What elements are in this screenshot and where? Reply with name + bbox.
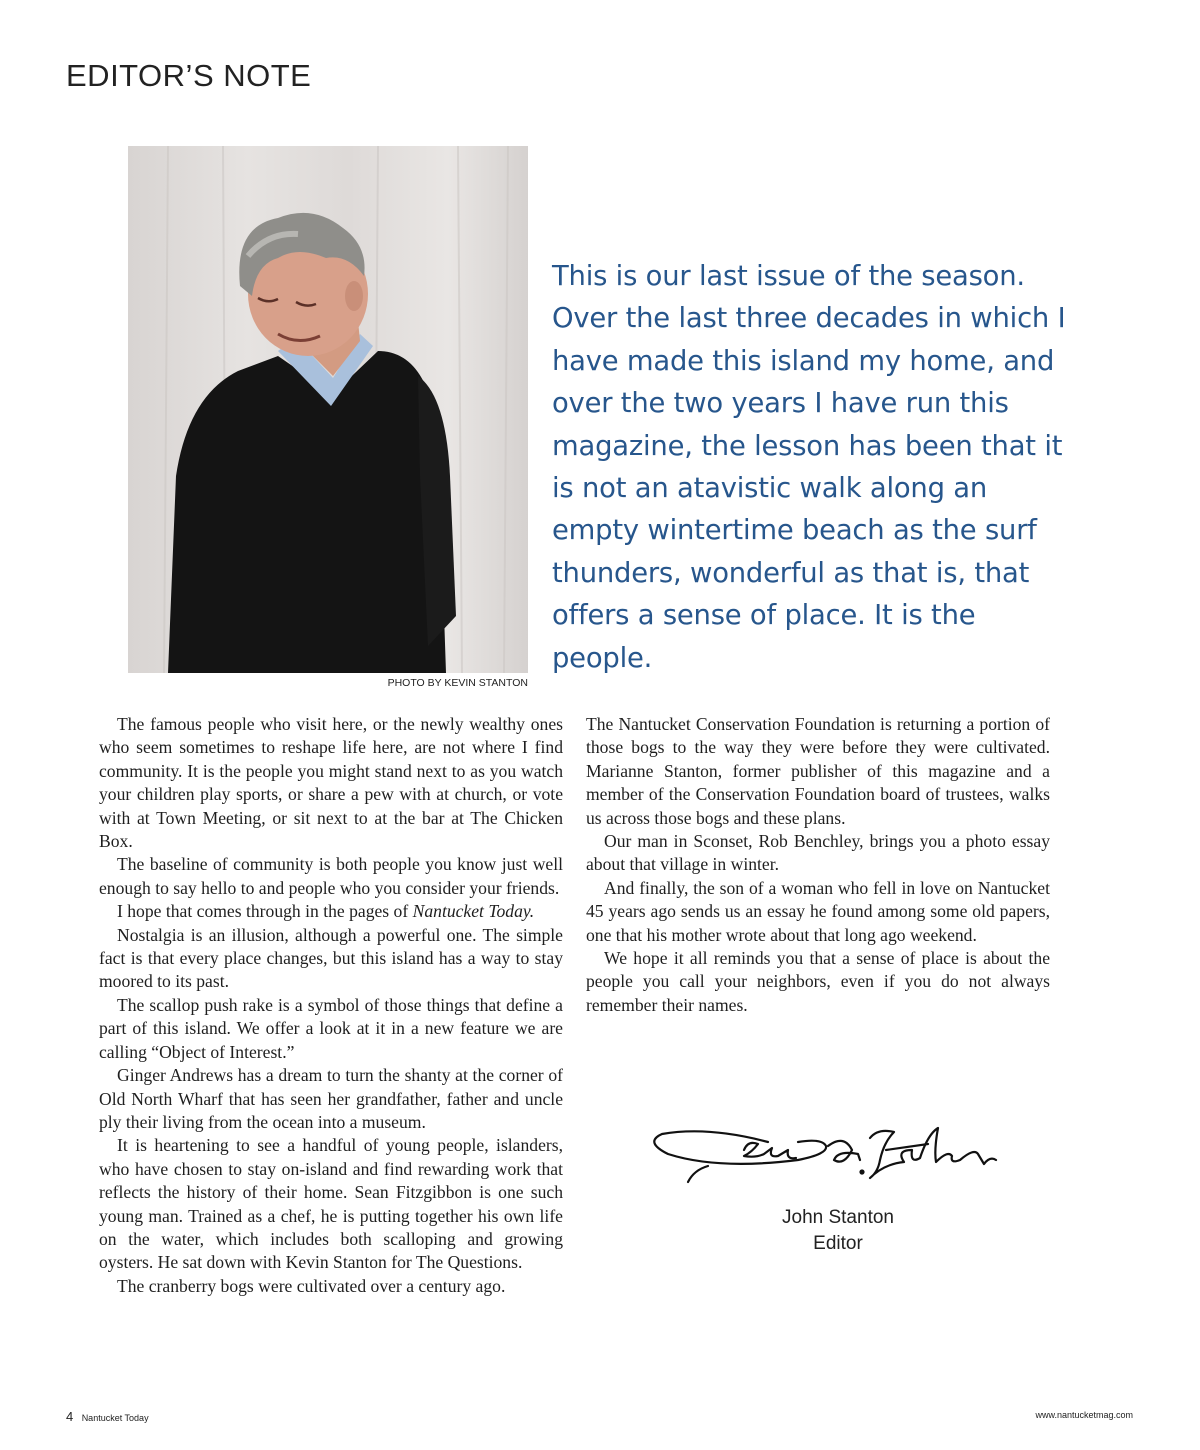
body-paragraph: It is heartening to see a handful of young people, islanders, who have chosen to stay on-island and find rewarding work that reflects the history of their home. Sean Fitzgibbon is one such young man. Trained as a chef, he is putting together his own life on the water, which includes both scalloping and growing oysters. He sat down with Kevin Stanton for The Questions. (99, 1135, 563, 1273)
body-paragraph: Ginger Andrews has a dream to turn the shanty at the corner of Old North Wharf that has seen her grandfather, father and uncle ply their living from the ocean into a museum. (99, 1065, 563, 1132)
photo-credit: PHOTO BY KEVIN STANTON (387, 677, 528, 689)
pull-quote: This is our last issue of the season. Over the last three decades in which I have made this island my home, and over the two years I have run this magazine, the lesson has been that it is not an atavistic walk along an empty wintertime beach as the surf thunders, wonderful as that is, that offers a sense of place. It is the people. (552, 261, 1066, 674)
body-paragraph: The cranberry bogs were cultivated over a century ago. (117, 1275, 506, 1296)
body-column-left (99, 713, 563, 1298)
magazine-name: Nantucket Today (81, 1413, 149, 1423)
magazine-title: Nantucket Today. (412, 901, 535, 922)
page-number: 4 (66, 1409, 74, 1424)
signature-image (648, 1120, 1008, 1200)
body-column-right (586, 713, 1050, 1017)
editor-title: Editor (813, 1233, 863, 1254)
body-paragraph: We hope it all reminds you that a sense of place is about the people you call your neighbors, even if you do not always remember their names. (586, 948, 1050, 1015)
body-paragraph: The baseline of community is both people you know just well enough to say hello to and people who you consider your friends. (99, 854, 563, 898)
body-paragraph: And finally, the son of a woman who fell in love on Nantucket 45 years ago sends us an essay he found among some old papers, one that his mother wrote about that long ago weekend. (586, 877, 1050, 945)
body-paragraph: Our man in Sconset, Rob Benchley, brings you a photo essay about that village in winter. (586, 831, 1050, 875)
body-paragraph: The scallop push rake is a symbol of those things that define a part of this island. We offer a look at it in a new feature we are calling “Object of Interest.” (99, 994, 563, 1062)
paragraph-lead: I hope that comes through in the pages of (117, 901, 413, 922)
body-paragraph (99, 900, 563, 923)
body-paragraph: The Nantucket Conservation Foundation is returning a portion of those bogs to the way they were before they were cultivated. Marianne Stanton, former publisher of this magazine and a member of the Conservation Foundation board of trustees, walks us across those bogs and these plans. (586, 714, 1050, 828)
footer-left (66, 1408, 149, 1426)
editor-name: John Stanton (782, 1207, 894, 1228)
footer-url: www.nantucketmag.com (1035, 1410, 1133, 1420)
body-paragraph: The famous people who visit here, or the newly wealthy ones who seem sometimes to reshape life here, are not where I find community. It is the people you might stand next to as you watch your children play sports, or share a pew with at church, or vote with at Town Meeting, or sit next to at the bar at The Chicken Box. (99, 714, 563, 852)
editor-photo (128, 146, 528, 673)
body-paragraph: Nostalgia is an illusion, although a powerful one. The simple fact is that every place changes, but this island has a way to stay moored to its past. (99, 924, 563, 992)
section-title: EDITOR’S NOTE (66, 58, 312, 93)
